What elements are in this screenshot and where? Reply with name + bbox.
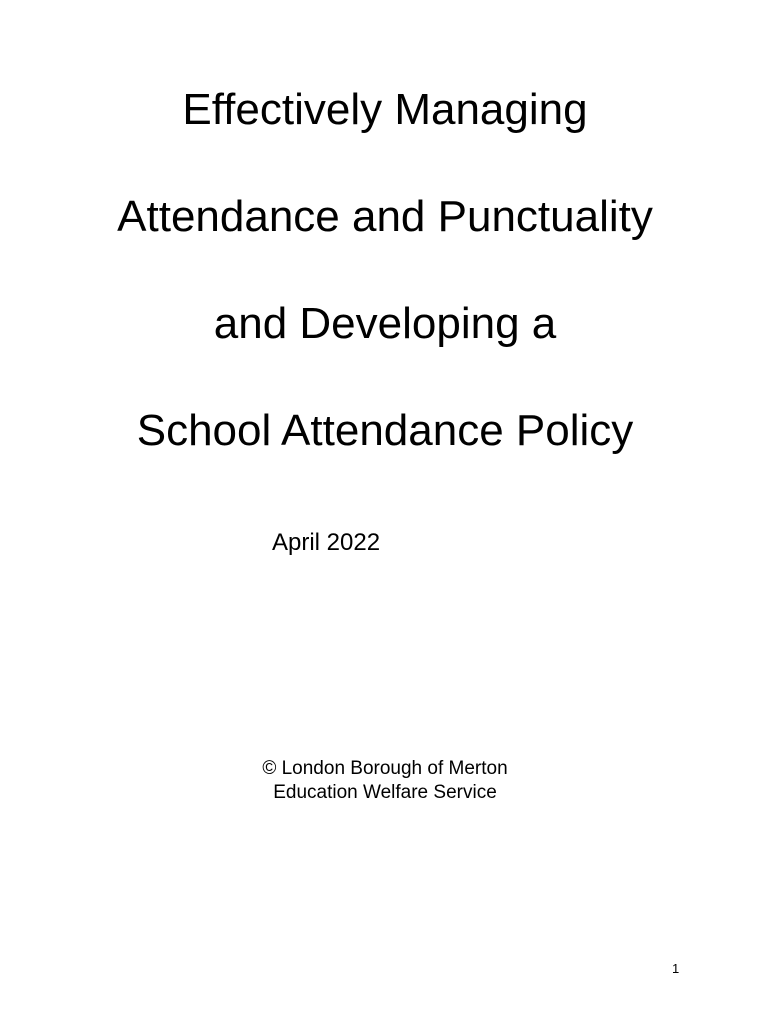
title-line-4: School Attendance Policy xyxy=(136,406,634,455)
page-number: 1 xyxy=(672,961,680,976)
copyright-organisation: © London Borough of Merton xyxy=(262,758,508,779)
title-line-2: Attendance and Punctuality xyxy=(117,192,653,241)
copyright-service: Education Welfare Service xyxy=(273,782,497,803)
title-line-1: Effectively Managing xyxy=(182,85,588,134)
title-line-3: and Developing a xyxy=(213,299,557,348)
publication-date: April 2022 xyxy=(272,529,381,556)
